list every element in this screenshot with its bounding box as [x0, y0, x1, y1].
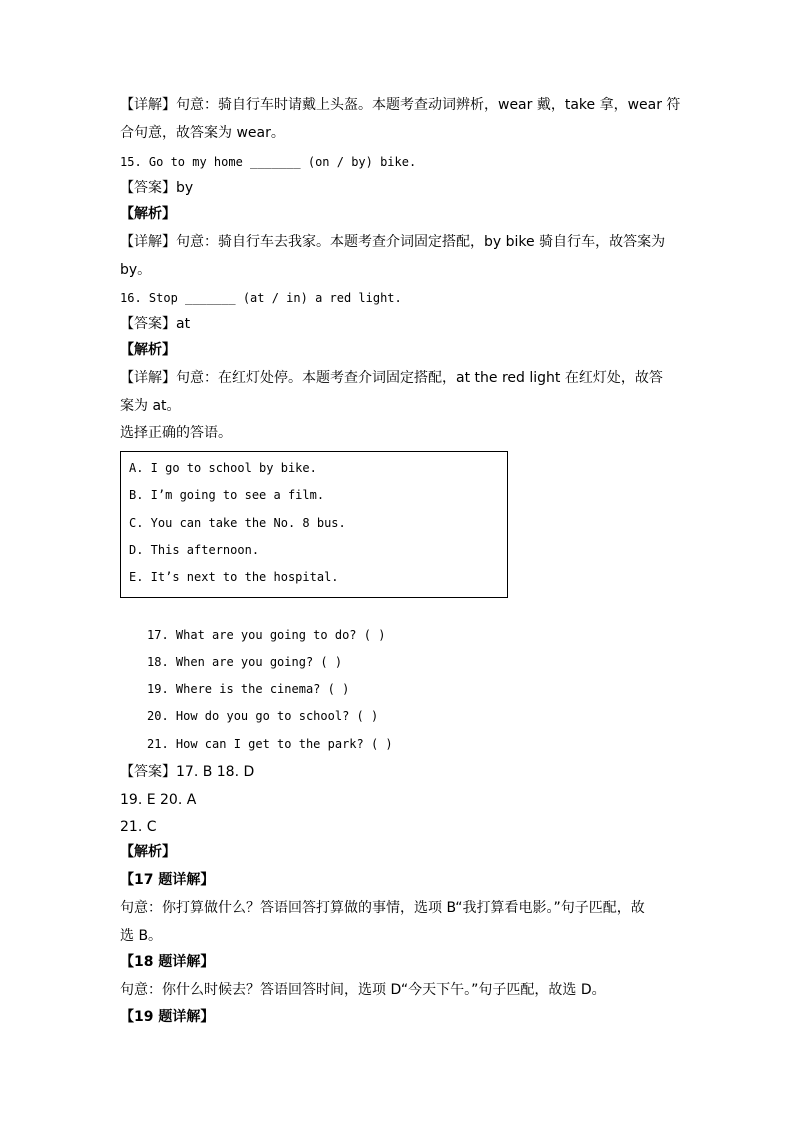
explanation-14-line-1: 【详解】句意：骑自行车时请戴上头盔。本题考查动词辨析，wear 戴，take 拿，wear 符	[120, 97, 681, 113]
explanation-15-line-2: by。	[120, 262, 152, 278]
answer-21: 21. C	[120, 819, 157, 835]
question-17: 17. What are you going to do? ( )	[147, 628, 386, 642]
explanation-16-line-1: 【详解】句意：在红灯处停。本题考查介词固定搭配，at the red light 在红灯处，故答	[120, 370, 663, 386]
question-18: 18. When are you going? ( )	[147, 655, 343, 669]
explanation-18-line-1: 句意：你什么时候去？答语回答时间，选项 D“今天下午。”句子匹配，故选 D。	[120, 982, 606, 998]
analysis-heading-17-21: 【解析】	[120, 844, 176, 860]
option-b: B. I’m going to see a film.	[129, 488, 325, 502]
answers-19-20: 19. E 20. A	[120, 792, 197, 808]
question-19: 19. Where is the cinema? ( )	[147, 682, 350, 696]
option-c: C. You can take the No. 8 bus.	[129, 516, 346, 530]
explanation-16-line-2: 案为 at。	[120, 398, 181, 414]
question-21: 21. How can I get to the park? ( )	[147, 737, 393, 751]
option-e: E. It’s next to the hospital.	[129, 570, 339, 584]
option-a: A. I go to school by bike.	[129, 461, 317, 475]
explanation-19-heading: 【19 题详解】	[120, 1009, 215, 1025]
section-instruction: 选择正确的答语。	[120, 425, 232, 441]
question-20: 20. How do you go to school? ( )	[147, 709, 379, 723]
explanation-17-line-1: 句意：你打算做什么？答语回答打算做的事情，选项 B“我打算看电影。”句子匹配，故	[120, 900, 645, 916]
explanation-15-line-1: 【详解】句意：骑自行车去我家。本题考查介词固定搭配，by bike 骑自行车，故答案为	[120, 234, 666, 250]
explanation-18-heading: 【18 题详解】	[120, 954, 215, 970]
option-d: D. This afternoon.	[129, 543, 260, 557]
explanation-14-line-2: 合句意，故答案为 wear。	[120, 125, 285, 141]
question-15: 15. Go to my home _______ (on / by) bike.	[120, 155, 417, 169]
answers-17-18: 【答案】17. B 18. D	[120, 764, 255, 780]
explanation-17-heading: 【17 题详解】	[120, 872, 215, 888]
question-16: 16. Stop _______ (at / in) a red light.	[120, 291, 402, 305]
analysis-heading-16: 【解析】	[120, 342, 176, 358]
analysis-heading-15: 【解析】	[120, 206, 176, 222]
answer-15: 【答案】by	[120, 180, 194, 196]
options-box	[120, 451, 508, 598]
answer-16: 【答案】at	[120, 316, 191, 332]
explanation-17-line-2: 选 B。	[120, 928, 163, 944]
